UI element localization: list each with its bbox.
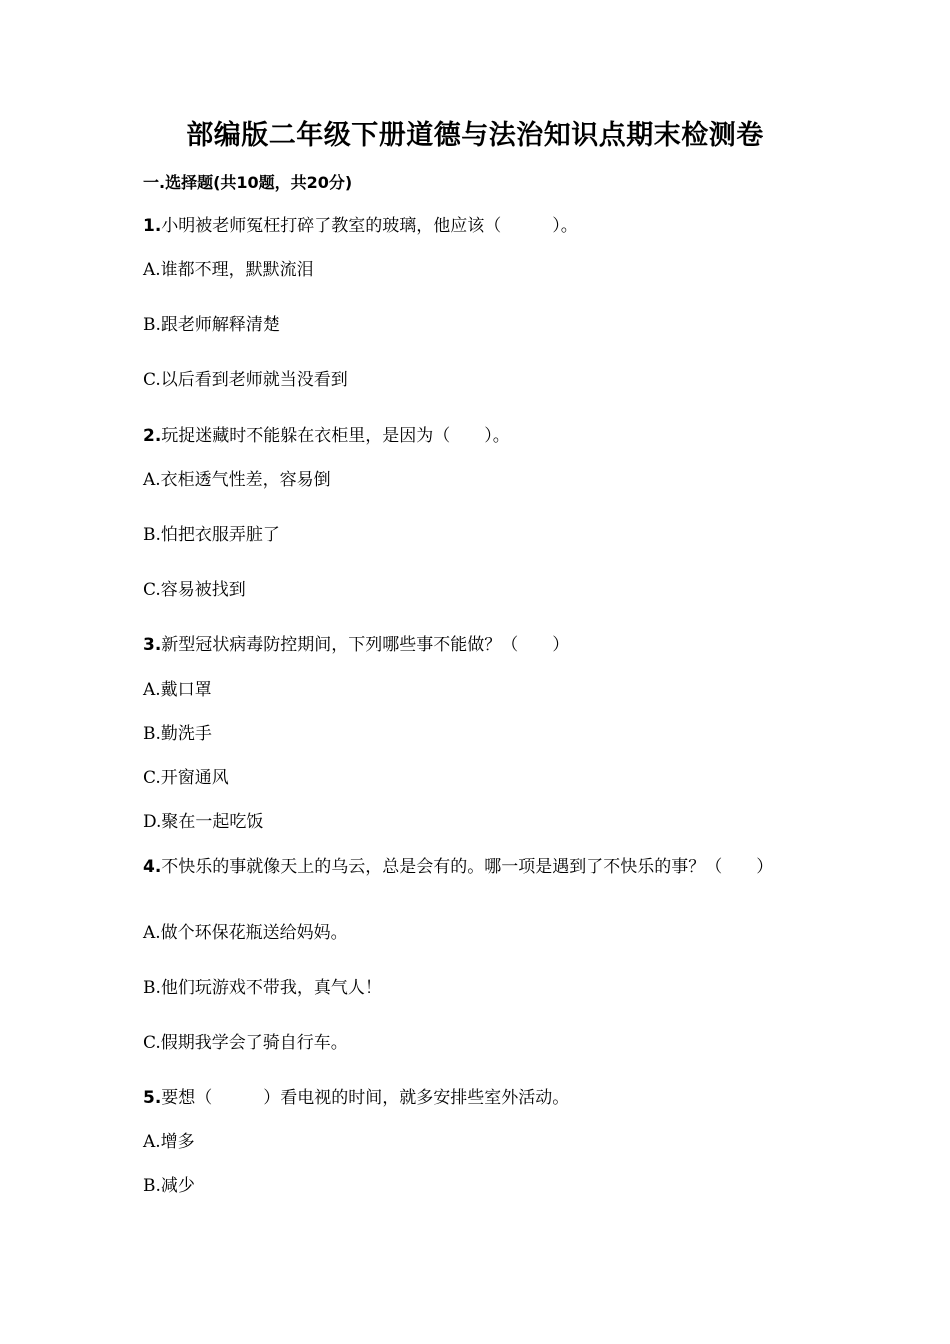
question-2 xyxy=(143,425,510,447)
question-5 xyxy=(143,1087,569,1109)
question-stem: 小明被老师冤枉打碎了教室的玻璃，他应该（ ）。 xyxy=(161,216,578,236)
option: C.假期我学会了骑自行车。 xyxy=(143,1033,348,1053)
option: B.减少 xyxy=(143,1176,195,1196)
page-title: 部编版二年级下册道德与法治知识点期末检测卷 xyxy=(186,120,764,151)
option: A.做个环保花瓶送给妈妈。 xyxy=(143,923,348,943)
question-number: 4. xyxy=(143,857,162,877)
option: C.以后看到老师就当没看到 xyxy=(143,370,348,390)
question-number: 2. xyxy=(143,426,162,446)
question-3 xyxy=(143,634,569,656)
option: B.勤洗手 xyxy=(143,724,212,744)
option: C.开窗通风 xyxy=(143,768,229,788)
option: A.增多 xyxy=(143,1132,195,1152)
option: A.戴口罩 xyxy=(143,680,212,700)
option: B.怕把衣服弄脏了 xyxy=(143,525,280,545)
question-1 xyxy=(143,215,578,237)
question-stem: 要想（ ）看电视的时间，就多安排些室外活动。 xyxy=(161,1088,570,1108)
question-number: 1. xyxy=(143,216,162,236)
question-stem: 新型冠状病毒防控期间，下列哪些事不能做？（ ） xyxy=(161,635,570,655)
question-stem: 玩捉迷藏时不能躲在衣柜里，是因为（ ）。 xyxy=(161,426,510,446)
option: A.谁都不理，默默流泪 xyxy=(143,260,314,280)
section-heading: 一.选择题(共10题，共20分) xyxy=(143,173,353,192)
option: B.跟老师解释清楚 xyxy=(143,315,280,335)
option: D.聚在一起吃饭 xyxy=(143,812,264,832)
option: A.衣柜透气性差，容易倒 xyxy=(143,470,331,490)
question-4 xyxy=(143,856,803,878)
question-number: 5. xyxy=(143,1088,162,1108)
option: B.他们玩游戏不带我，真气人！ xyxy=(143,978,382,998)
option: C.容易被找到 xyxy=(143,580,246,600)
question-stem: 不快乐的事就像天上的乌云，总是会有的。哪一项是遇到了不快乐的事？（ ） xyxy=(161,857,774,877)
question-number: 3. xyxy=(143,635,162,655)
